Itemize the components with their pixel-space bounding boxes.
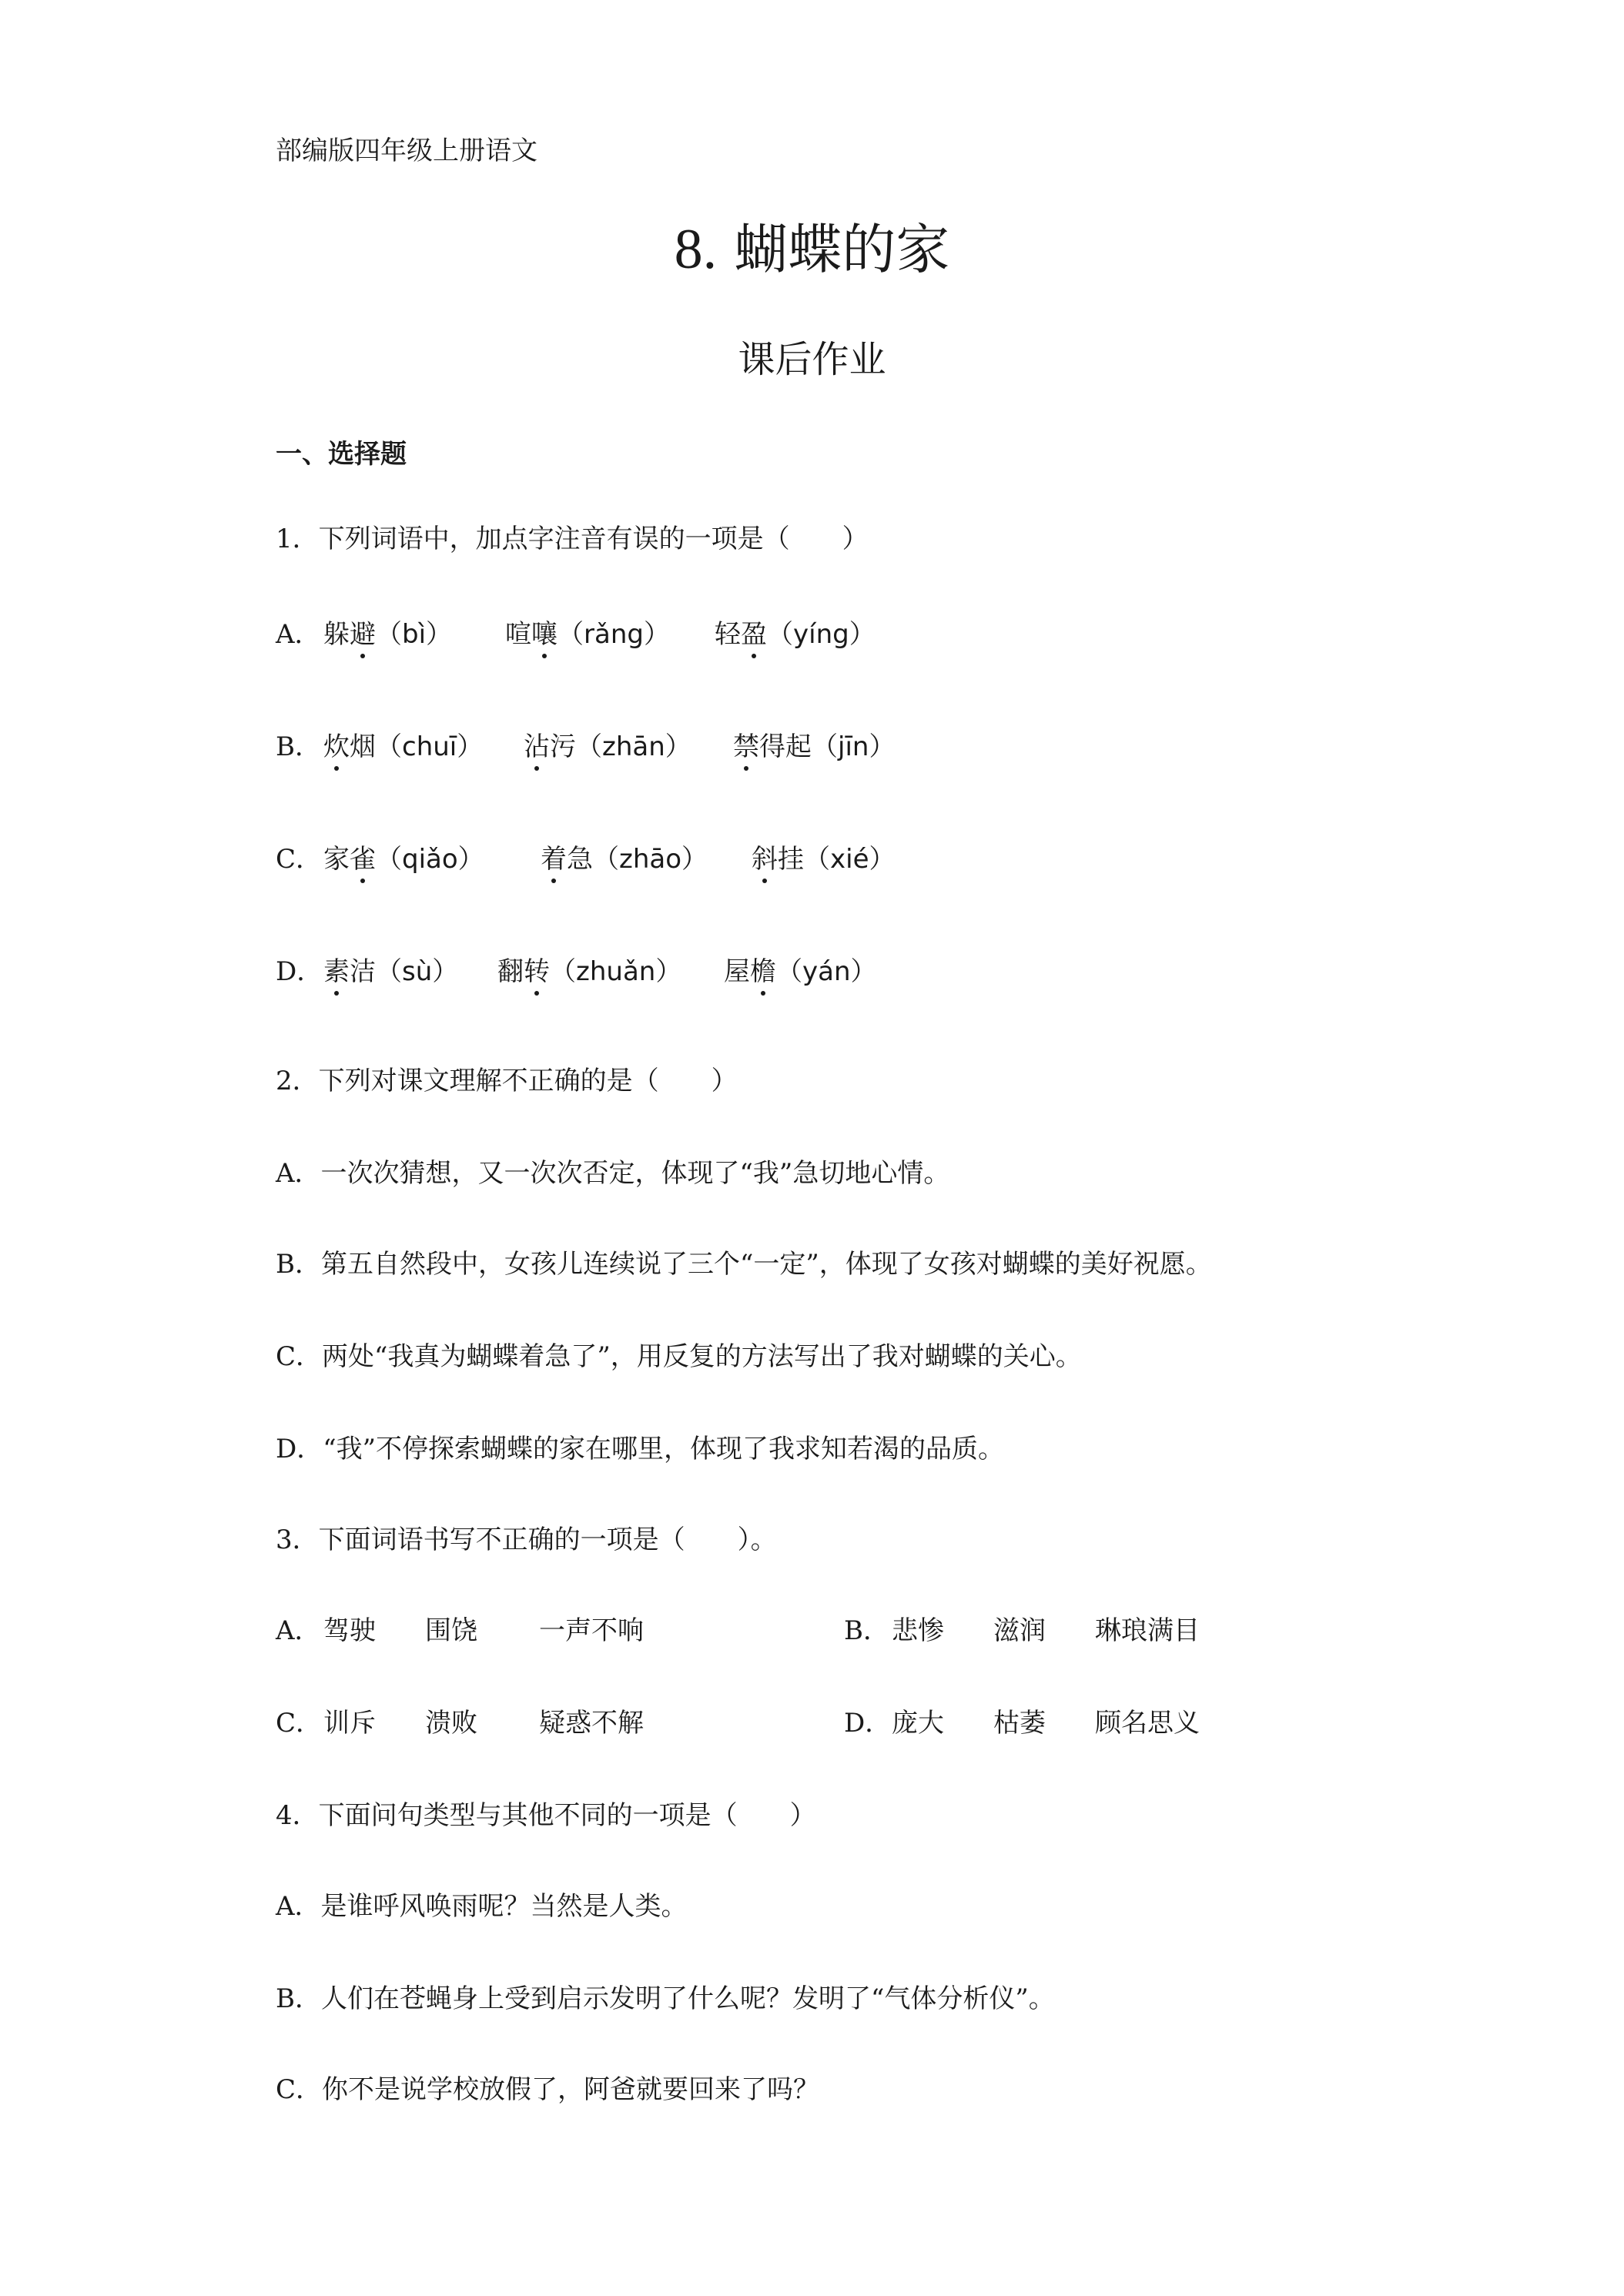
pinyin: （yíng） <box>767 619 876 650</box>
pinyin: （bì） <box>376 619 453 650</box>
q1-c-item-3 <box>752 838 896 875</box>
q2-stem: 2．下列对课文理解不正确的是（ ） <box>276 1066 738 1096</box>
q3-d-word-2: 枯萎 <box>993 1708 1046 1739</box>
pinyin: （zhuǎn） <box>550 956 682 987</box>
q1-b-item-1 <box>323 725 483 763</box>
lesson-number: 8. <box>674 218 718 281</box>
q1-c-item-2 <box>541 838 708 875</box>
q1-b-item-3 <box>733 725 895 763</box>
q1-c-item-1 <box>323 838 484 875</box>
q4-option-a: A．是谁呼风唤雨呢？当然是人类。 <box>276 1891 688 1922</box>
q3-d-word-3: 顾名思义 <box>1095 1708 1200 1739</box>
item-text: 轻 <box>715 619 741 650</box>
q2-option-c: C．两处“我真为蝴蝶着急了”，用反复的方法写出了我对蝴蝶的关心。 <box>276 1341 1082 1372</box>
q1-option-b-label: B． <box>276 731 321 762</box>
q3-b-word-1: 悲惨 <box>892 1615 944 1646</box>
q3-option-a-label: A． <box>276 1615 321 1646</box>
item-text: 家 <box>323 844 350 875</box>
dotted-char: 雀 <box>350 838 376 875</box>
q4-stem: 4．下面问句类型与其他不同的一项是（ ） <box>276 1800 816 1831</box>
item-text: 喧 <box>505 619 531 650</box>
q1-b-item-2 <box>524 725 691 763</box>
item-text: 急 <box>567 844 593 875</box>
q1-d-item-3 <box>724 950 877 988</box>
item-text: 屋 <box>724 956 750 987</box>
dotted-char: 檐 <box>750 950 776 988</box>
q1-option-c-label: C． <box>276 844 323 875</box>
pinyin: （zhāo） <box>593 844 708 875</box>
dotted-char: 炊 <box>323 725 350 763</box>
pinyin: （zhān） <box>576 731 691 762</box>
item-text: 得起 <box>759 731 812 762</box>
q3-d-word-1: 庞大 <box>892 1708 944 1739</box>
q3-b-word-2: 滋润 <box>993 1615 1046 1646</box>
dotted-char: 着 <box>541 838 567 875</box>
item-text: 烟 <box>350 731 376 762</box>
q4-option-b: B．人们在苍蝇身上受到启示发明了什么呢？发明了“气体分析仪”。 <box>276 1983 1055 2014</box>
pinyin: （sù） <box>376 956 459 987</box>
q3-a-word-2: 围饶 <box>425 1615 477 1646</box>
pinyin: （rǎng） <box>558 619 670 650</box>
pinyin: （jīn） <box>812 731 896 762</box>
lesson-title <box>0 206 1624 284</box>
q2-option-a: A．一次次猜想，又一次次否定，体现了“我”急切地心情。 <box>276 1158 950 1189</box>
item-text: 污 <box>550 731 576 762</box>
q1-option-d-label: D． <box>276 956 323 987</box>
q3-c-word-3: 疑惑不解 <box>539 1708 644 1739</box>
q2-option-d: D．“我”不停探索蝴蝶的家在哪里，体现了我求知若渴的品质。 <box>276 1434 1005 1464</box>
dotted-char: 禁 <box>733 725 759 763</box>
q1-a-item-1 <box>323 613 452 651</box>
item-text: 翻 <box>497 956 524 987</box>
lesson-title-text: 蝴蝶的家 <box>734 218 950 281</box>
q3-b-word-3: 琳琅满目 <box>1095 1615 1200 1646</box>
doc-subtitle: 课后作业 <box>738 338 886 381</box>
item-text: 洁 <box>350 956 376 987</box>
dotted-char: 斜 <box>752 838 778 875</box>
dotted-char: 避 <box>350 613 376 651</box>
q1-stem: 1．下列词语中，加点字注音有误的一项是（ ） <box>276 524 869 554</box>
q1-a-item-2 <box>505 613 670 651</box>
dotted-char: 盈 <box>741 613 767 651</box>
pinyin: （yán） <box>776 956 877 987</box>
q3-c-word-1: 训斥 <box>323 1708 376 1739</box>
q4-option-c: C．你不是说学校放假了，阿爸就要回来了吗？ <box>276 2074 820 2105</box>
dotted-char: 转 <box>524 950 550 988</box>
q1-option-a-label: A． <box>276 619 321 650</box>
q3-stem: 3．下面词语书写不正确的一项是（ ）。 <box>276 1525 777 1555</box>
item-text: 挂 <box>778 844 804 875</box>
q3-option-c-label: C． <box>276 1708 323 1739</box>
q3-c-word-2: 溃败 <box>425 1708 477 1739</box>
q1-d-item-2 <box>497 950 681 988</box>
q3-a-word-3: 一声不响 <box>539 1615 644 1646</box>
q3-a-word-1: 驾驶 <box>323 1615 376 1646</box>
q1-a-item-3 <box>715 613 876 651</box>
pinyin: （qiǎo） <box>376 844 484 875</box>
q2-option-b: B．第五自然段中，女孩儿连续说了三个“一定”，体现了女孩对蝴蝶的美好祝愿。 <box>276 1249 1212 1280</box>
q3-option-b-label: B． <box>844 1615 889 1646</box>
dotted-char: 素 <box>323 950 350 988</box>
dotted-char: 沾 <box>524 725 550 763</box>
item-text: 躲 <box>323 619 350 650</box>
section-heading: 一、选择题 <box>276 439 407 470</box>
pinyin: （xié） <box>804 844 896 875</box>
pinyin: （chuī） <box>376 731 484 762</box>
q1-d-item-1 <box>323 950 458 988</box>
dotted-char: 嚷 <box>531 613 558 651</box>
doc-header: 部编版四年级上册语文 <box>276 136 537 166</box>
q3-option-d-label: D． <box>844 1708 892 1739</box>
